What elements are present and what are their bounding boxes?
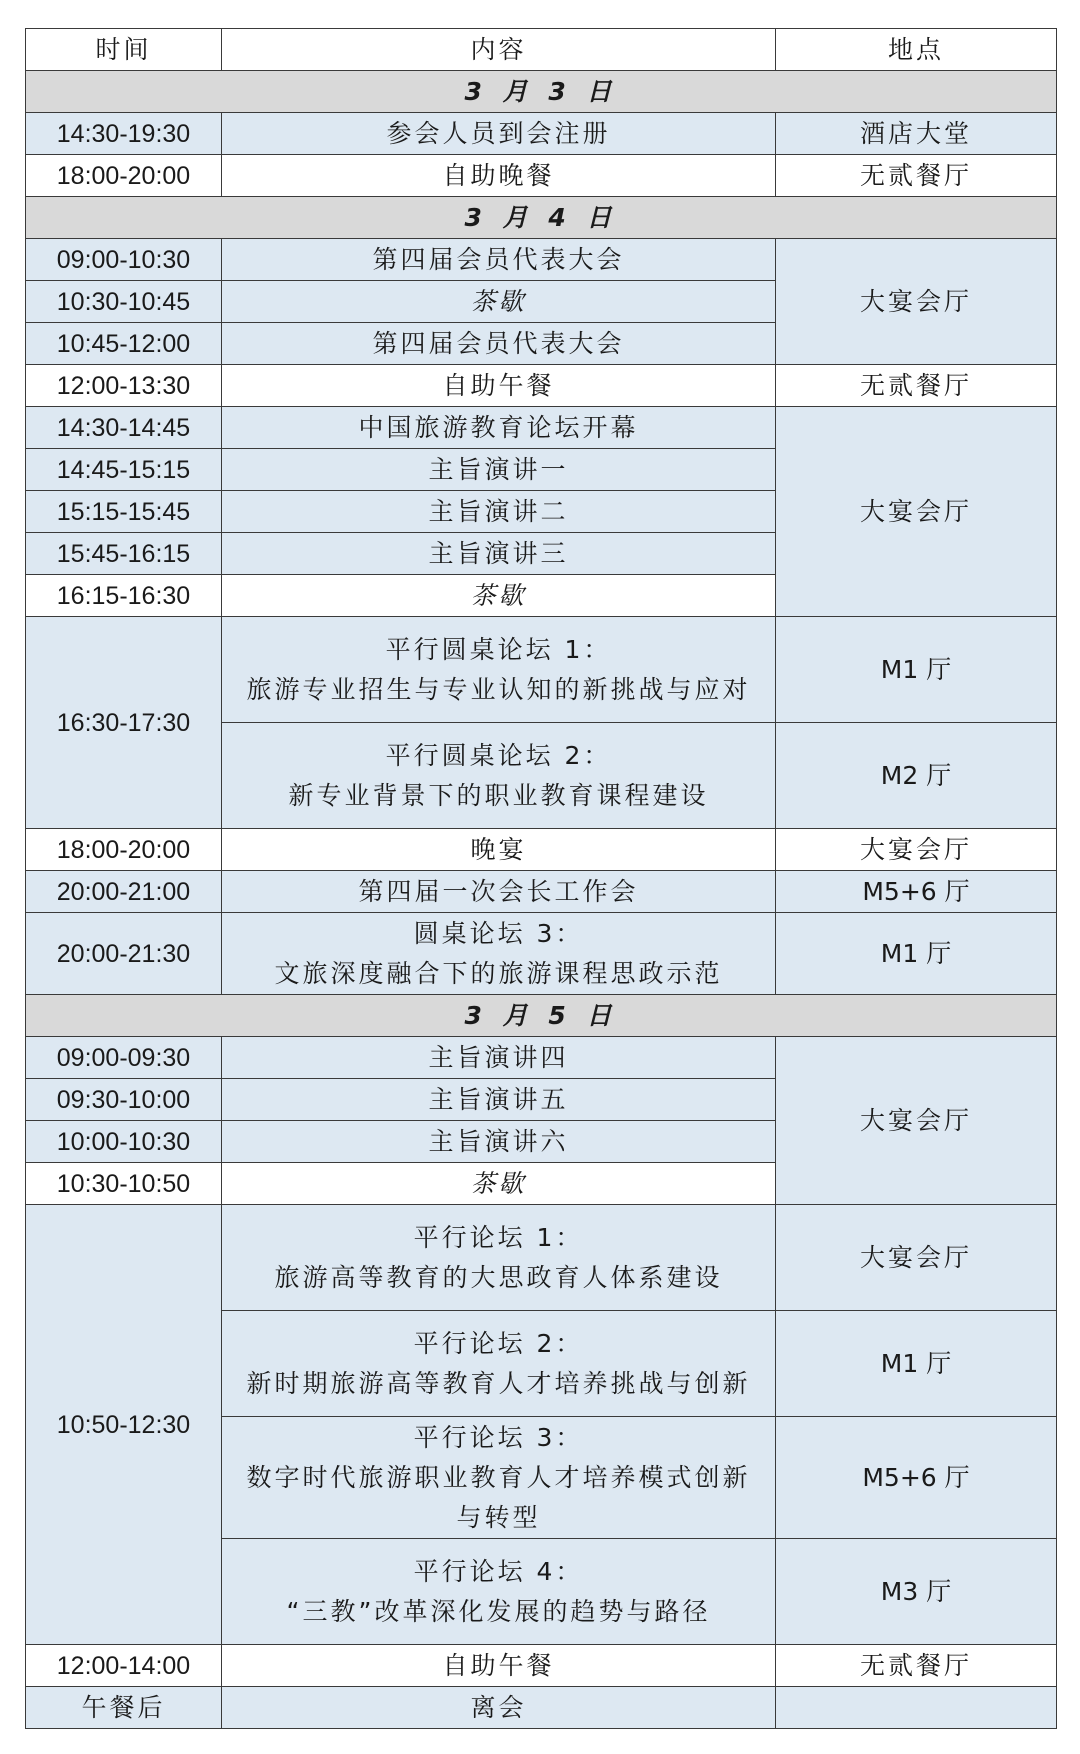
content-cell: [222, 617, 776, 723]
content-cell: 第四届会员代表大会: [222, 323, 776, 365]
table-row: [26, 155, 1057, 197]
time-cell: 14:30-19:30: [26, 113, 222, 155]
day-row-3: [26, 71, 1057, 113]
table-row: [26, 1205, 1057, 1311]
content-line: 平行论坛 3：: [413, 1422, 584, 1452]
time-cell: 16:15-16:30: [26, 575, 222, 617]
time-cell: 10:45-12:00: [26, 323, 222, 365]
content-cell: [222, 1205, 776, 1311]
table-row: [26, 871, 1057, 913]
location-cell: M5+6 厅: [776, 871, 1057, 913]
schedule-table: [25, 28, 1057, 1729]
content-cell: 主旨演讲三: [222, 533, 776, 575]
time-cell: 20:00-21:00: [26, 871, 222, 913]
location-cell: 大宴会厅: [776, 407, 1057, 617]
table-row: [26, 617, 1057, 723]
content-line: 平行圆桌论坛 2：: [385, 740, 612, 770]
content-line: 文旅深度融合下的旅游课程思政示范: [274, 958, 723, 988]
day-label: 3 月 5 日: [26, 995, 1057, 1037]
time-cell: 午餐后: [26, 1687, 222, 1729]
content-cell: [222, 1311, 776, 1417]
table-row: [26, 1645, 1057, 1687]
content-cell: 主旨演讲六: [222, 1121, 776, 1163]
header-location: 地点: [776, 29, 1057, 71]
time-cell: 14:45-15:15: [26, 449, 222, 491]
table-row: [26, 407, 1057, 449]
content-cell: 晚宴: [222, 829, 776, 871]
content-line: “三教”改革深化发展的趋势与路径: [286, 1596, 711, 1626]
time-cell: 14:30-14:45: [26, 407, 222, 449]
time-cell: 10:50-12:30: [26, 1205, 222, 1645]
content-cell: 主旨演讲五: [222, 1079, 776, 1121]
table-row: [26, 913, 1057, 995]
location-cell: 大宴会厅: [776, 239, 1057, 365]
content-line: 平行论坛 1：: [413, 1222, 584, 1252]
time-cell: 20:00-21:30: [26, 913, 222, 995]
content-line: 平行圆桌论坛 1：: [385, 634, 612, 664]
content-line: 与转型: [456, 1502, 541, 1532]
location-cell: M1 厅: [776, 1311, 1057, 1417]
content-cell: 离会: [222, 1687, 776, 1729]
location-cell: M1 厅: [776, 617, 1057, 723]
time-cell: 16:30-17:30: [26, 617, 222, 829]
day-row-5: [26, 995, 1057, 1037]
time-cell: 15:15-15:45: [26, 491, 222, 533]
day-row-4: [26, 197, 1057, 239]
content-line: 平行论坛 4：: [413, 1556, 584, 1586]
location-cell: M3 厅: [776, 1539, 1057, 1645]
location-cell: 酒店大堂: [776, 113, 1057, 155]
time-cell: 09:30-10:00: [26, 1079, 222, 1121]
location-cell: 大宴会厅: [776, 829, 1057, 871]
content-line: 平行论坛 2：: [413, 1328, 584, 1358]
content-cell: 主旨演讲一: [222, 449, 776, 491]
table-row: [26, 239, 1057, 281]
time-cell: 18:00-20:00: [26, 155, 222, 197]
time-cell: 12:00-13:30: [26, 365, 222, 407]
table-row: [26, 1037, 1057, 1079]
location-cell: M1 厅: [776, 913, 1057, 995]
time-cell: 10:30-10:45: [26, 281, 222, 323]
content-line: 数字时代旅游职业教育人才培养模式创新: [246, 1462, 751, 1492]
table-row: [26, 113, 1057, 155]
content-line: 新时期旅游高等教育人才培养挑战与创新: [246, 1368, 751, 1398]
day-label: 3 月 3 日: [26, 71, 1057, 113]
location-cell: M5+6 厅: [776, 1417, 1057, 1539]
content-cell-break: 茶歇: [222, 1163, 776, 1205]
content-cell: 自助晚餐: [222, 155, 776, 197]
time-cell: 15:45-16:15: [26, 533, 222, 575]
location-cell: 大宴会厅: [776, 1037, 1057, 1205]
header-row: [26, 29, 1057, 71]
content-cell-break: 茶歇: [222, 575, 776, 617]
content-cell: [222, 723, 776, 829]
content-cell: [222, 1417, 776, 1539]
location-cell: M2 厅: [776, 723, 1057, 829]
content-line: 圆桌论坛 3：: [413, 918, 584, 948]
location-cell: 无贰餐厅: [776, 155, 1057, 197]
content-cell: 中国旅游教育论坛开幕: [222, 407, 776, 449]
time-cell: 12:00-14:00: [26, 1645, 222, 1687]
content-cell: 第四届会员代表大会: [222, 239, 776, 281]
location-cell: 无贰餐厅: [776, 365, 1057, 407]
content-cell: 自助午餐: [222, 1645, 776, 1687]
day-label: 3 月 4 日: [26, 197, 1057, 239]
time-cell: 09:00-10:30: [26, 239, 222, 281]
header-content: 内容: [222, 29, 776, 71]
time-cell: 10:30-10:50: [26, 1163, 222, 1205]
content-line: 旅游专业招生与专业认知的新挑战与应对: [246, 674, 751, 704]
location-cell: 无贰餐厅: [776, 1645, 1057, 1687]
time-cell: 09:00-09:30: [26, 1037, 222, 1079]
location-cell: 大宴会厅: [776, 1205, 1057, 1311]
time-cell: 10:00-10:30: [26, 1121, 222, 1163]
content-cell: 参会人员到会注册: [222, 113, 776, 155]
content-cell: 第四届一次会长工作会: [222, 871, 776, 913]
table-row: [26, 1687, 1057, 1729]
time-cell: 18:00-20:00: [26, 829, 222, 871]
content-cell: [222, 913, 776, 995]
location-cell: [776, 1687, 1057, 1729]
content-cell: 自助午餐: [222, 365, 776, 407]
schedule-container: [25, 28, 1056, 1729]
content-cell: 主旨演讲四: [222, 1037, 776, 1079]
content-line: 新专业背景下的职业教育课程建设: [288, 780, 709, 810]
table-row: [26, 365, 1057, 407]
header-time: 时间: [26, 29, 222, 71]
content-cell-break: 茶歇: [222, 281, 776, 323]
content-line: 旅游高等教育的大思政育人体系建设: [274, 1262, 723, 1292]
table-row: [26, 829, 1057, 871]
content-cell: [222, 1539, 776, 1645]
content-cell: 主旨演讲二: [222, 491, 776, 533]
